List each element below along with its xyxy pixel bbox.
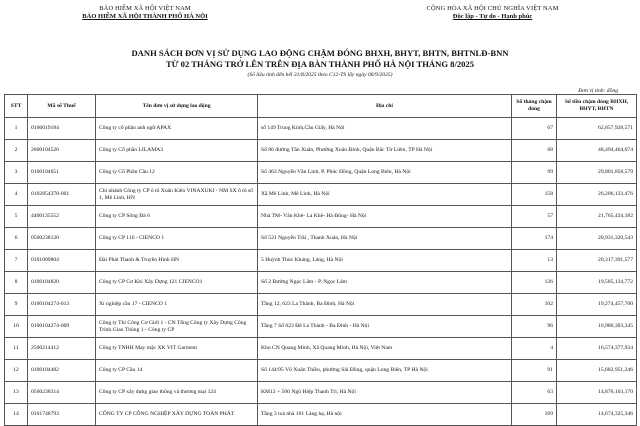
national-header: [390, 5, 595, 21]
cell-stt: 9: [5, 294, 28, 316]
cell-address: Tầng 7 Số 623 Đê La Thành - Ba Đình - Hà Nội: [258, 316, 512, 338]
table-row: [5, 382, 637, 404]
table-row: [5, 118, 637, 140]
cell-months-late: 99: [512, 162, 557, 184]
cell-address: Số 144/95 Võ Xuân Thiều, phường Sài Đồng, quận Long Biên, TP Hà Nội: [258, 360, 512, 382]
cell-amount: 14,674,325,346: [557, 404, 637, 426]
data-note: (Số liệu tính đến hết 31/8/2025 theo C12-TS lấy ngày 06/9/2025): [247, 72, 393, 78]
cell-months-late: 68: [512, 140, 557, 162]
cell-employer-name: Công ty CP 116 - CIENCO 1: [96, 228, 258, 250]
cell-employer-name: Xí nghiệp cầu 17 - CIENCO 1: [96, 294, 258, 316]
cell-amount: 16,574,377,934: [557, 338, 637, 360]
cell-tax-code: 0101009804: [28, 250, 96, 272]
cell-address: KM12 + 500 Ngũ Hiệp Thanh Trì, Hà Nội: [258, 382, 512, 404]
table-row: [5, 162, 637, 184]
cell-tax-code: 0100104482: [28, 360, 96, 382]
table-header-row: [5, 95, 637, 118]
table-row: [5, 338, 637, 360]
cell-tax-code: 0106019184: [28, 118, 96, 140]
cell-stt: 7: [5, 250, 28, 272]
table-row: [5, 360, 637, 382]
cell-months-late: 169: [512, 404, 557, 426]
cell-employer-name: CÔNG TY CP CÔNG NGHIỆP XÂY DỰNG TOÀN PHÁT: [96, 404, 258, 426]
cell-months-late: 63: [512, 382, 557, 404]
cell-amount: 62,857,928,571: [557, 118, 637, 140]
cell-tax-code: 4400135552: [28, 206, 96, 228]
cell-address: Số 2 Đường Ngọc Lâm - P. Ngọc Lâm: [258, 272, 512, 294]
cell-amount: 16,980,303,345: [557, 316, 637, 338]
cell-employer-name: Công ty cổ phần anh ngữ APAX: [96, 118, 258, 140]
cell-tax-code: 0100104274-013: [28, 294, 96, 316]
cell-stt: 10: [5, 316, 28, 338]
cell-address: Nhà TM- Văn Khê- La Khê- Hà Đông- Hà Nội: [258, 206, 512, 228]
table-row: [5, 294, 637, 316]
cell-address: Số 521 Nguyễn Trãi , Thanh Xuân, Hà Nội: [258, 228, 512, 250]
agency-parent: BẢO HIỂM XÃ HỘI VIỆT NAM: [99, 5, 191, 12]
cell-employer-name: Công ty CP Sông Đà 6: [96, 206, 258, 228]
cell-stt: 5: [5, 206, 28, 228]
cell-address: Khu CN Quang Minh, Xã Quang Minh, Hà Nội, Việt Nam: [258, 338, 512, 360]
national-title: CỘNG HÒA XÃ HỘI CHỦ NGHĨA VIỆT NAM: [426, 5, 559, 12]
cell-months-late: 96: [512, 316, 557, 338]
cell-employer-name: Công ty CP Cơ Khí Xây Dựng 121 CIENCO1: [96, 272, 258, 294]
cell-address: 5 Huỳnh Thúc Kháng, Láng, Hà Nội: [258, 250, 512, 272]
cell-amount: 14,876,163,170: [557, 382, 637, 404]
cell-employer-name: Công ty CP Cầu 14: [96, 360, 258, 382]
cell-tax-code: 0101748793: [28, 404, 96, 426]
cell-address: Tầng 12, 623 La Thành, Ba Đình, Hà Nội: [258, 294, 512, 316]
table-row: [5, 316, 637, 338]
cell-stt: 6: [5, 228, 28, 250]
cell-stt: 1: [5, 118, 28, 140]
cell-tax-code: 0100104820: [28, 272, 96, 294]
cell-stt: 12: [5, 360, 28, 382]
table-row: [5, 206, 637, 228]
cell-months-late: 158: [512, 184, 557, 206]
cell-stt: 8: [5, 272, 28, 294]
col-header-stt: STT: [5, 95, 28, 118]
cell-tax-code: 0102854378-001: [28, 184, 96, 206]
currency-unit: Đơn vị tính: đồng: [578, 88, 618, 94]
cell-address: Số 463 Nguyễn Văn Linh, P. Phúc Đồng, Quận Long Biên, Hà Nội: [258, 162, 512, 184]
cell-months-late: 126: [512, 272, 557, 294]
cell-address: Xã Mê Linh, Mê Linh, Hà Nội: [258, 184, 512, 206]
table-row: [5, 404, 637, 426]
cell-months-late: 91: [512, 360, 557, 382]
cell-months-late: 67: [512, 118, 557, 140]
cell-stt: 2: [5, 140, 28, 162]
agency-name: BẢO HIỂM XÃ HỘI THÀNH PHỐ HÀ NỘI: [82, 13, 208, 20]
cell-address: Tầng 3 toà nhà 101 Láng hạ, Hà nội: [258, 404, 512, 426]
cell-tax-code: 2600104526: [28, 140, 96, 162]
national-motto: Độc lập - Tự do - Hạnh phúc: [452, 13, 533, 20]
cell-employer-name: Công ty Cổ phần LILAMA3: [96, 140, 258, 162]
table-row: [5, 140, 637, 162]
cell-months-late: 4: [512, 338, 557, 360]
cell-amount: 15,682,951,246: [557, 360, 637, 382]
cell-tax-code: 0100104651: [28, 162, 96, 184]
cell-months-late: 174: [512, 228, 557, 250]
col-header-tax-code: Mã số Thuế: [28, 95, 96, 118]
cell-amount: 20,317,391,577: [557, 250, 637, 272]
cell-address: Số 86 đường Tân Xuân, Phường Xuân Đỉnh, Quận Bắc Từ Liêm, TP Hà Nội: [258, 140, 512, 162]
cell-address: số 149 Trung Kính,Cầu Giấy, Hà Nội: [258, 118, 512, 140]
cell-stt: 11: [5, 338, 28, 360]
cell-amount: 29,801,858,579: [557, 162, 637, 184]
cell-stt: 3: [5, 162, 28, 184]
debtor-table: [4, 94, 637, 426]
cell-months-late: 102: [512, 294, 557, 316]
cell-tax-code: 0500238314: [28, 382, 96, 404]
cell-employer-name: Chi nhánh Công ty CP ô tô Xuân Kiên VINAXUKI - NM SX ô tô số 1, Mê Linh, HN: [96, 184, 258, 206]
cell-months-late: 13: [512, 250, 557, 272]
cell-stt: 14: [5, 404, 28, 426]
cell-amount: 19,585,134,772: [557, 272, 637, 294]
document-title-line1: DANH SÁCH ĐƠN VỊ SỬ DỤNG LAO ĐỘNG CHẬM ĐÓNG BHXH, BHYT, BHTN, BHTNLĐ-BNN: [131, 48, 509, 58]
cell-tax-code: 2500214412: [28, 338, 96, 360]
cell-tax-code: 0500238120: [28, 228, 96, 250]
cell-stt: 4: [5, 184, 28, 206]
cell-amount: 48,494,464,074: [557, 140, 637, 162]
cell-employer-name: Công ty Cổ Phần Cầu 12: [96, 162, 258, 184]
table-row: [5, 250, 637, 272]
table-row: [5, 272, 637, 294]
agency-header: [40, 5, 250, 21]
cell-tax-code: 0100104274-009: [28, 316, 96, 338]
cell-employer-name: Đài Phát Thanh & Truyền Hình HN: [96, 250, 258, 272]
cell-employer-name: Công ty Thi Công Cơ Giới 1 - CN Tổng Công ty Xây Dựng Công Trình Giao Thông 1 - Công ty CP: [96, 316, 258, 338]
document-title-line2: TỪ 02 THÁNG TRỞ LÊN TRÊN ĐỊA BÀN THÀNH PHỐ HÀ NỘI THÁNG 8/2025: [165, 59, 475, 69]
cell-employer-name: Công ty CP xây dựng giao thông và thương mại 124: [96, 382, 258, 404]
cell-employer-name: Công ty TNHH May mặc XK VIT Garment: [96, 338, 258, 360]
col-header-amount: Số tiền chậm đóng BHXH, BHYT, BHTN: [557, 95, 637, 118]
col-header-employer-name: Tên đơn vị sử dụng lao động: [96, 95, 258, 118]
cell-stt: 13: [5, 382, 28, 404]
cell-months-late: 57: [512, 206, 557, 228]
table-row: [5, 228, 637, 250]
col-header-address: Địa chỉ: [258, 95, 512, 118]
cell-amount: 19,274,457,700: [557, 294, 637, 316]
col-header-months-late: Số tháng chậm đóng: [512, 95, 557, 118]
cell-amount: 20,931,320,543: [557, 228, 637, 250]
cell-amount: 21,765,434,182: [557, 206, 637, 228]
cell-amount: 26,206,133,476: [557, 184, 637, 206]
table-row: [5, 184, 637, 206]
